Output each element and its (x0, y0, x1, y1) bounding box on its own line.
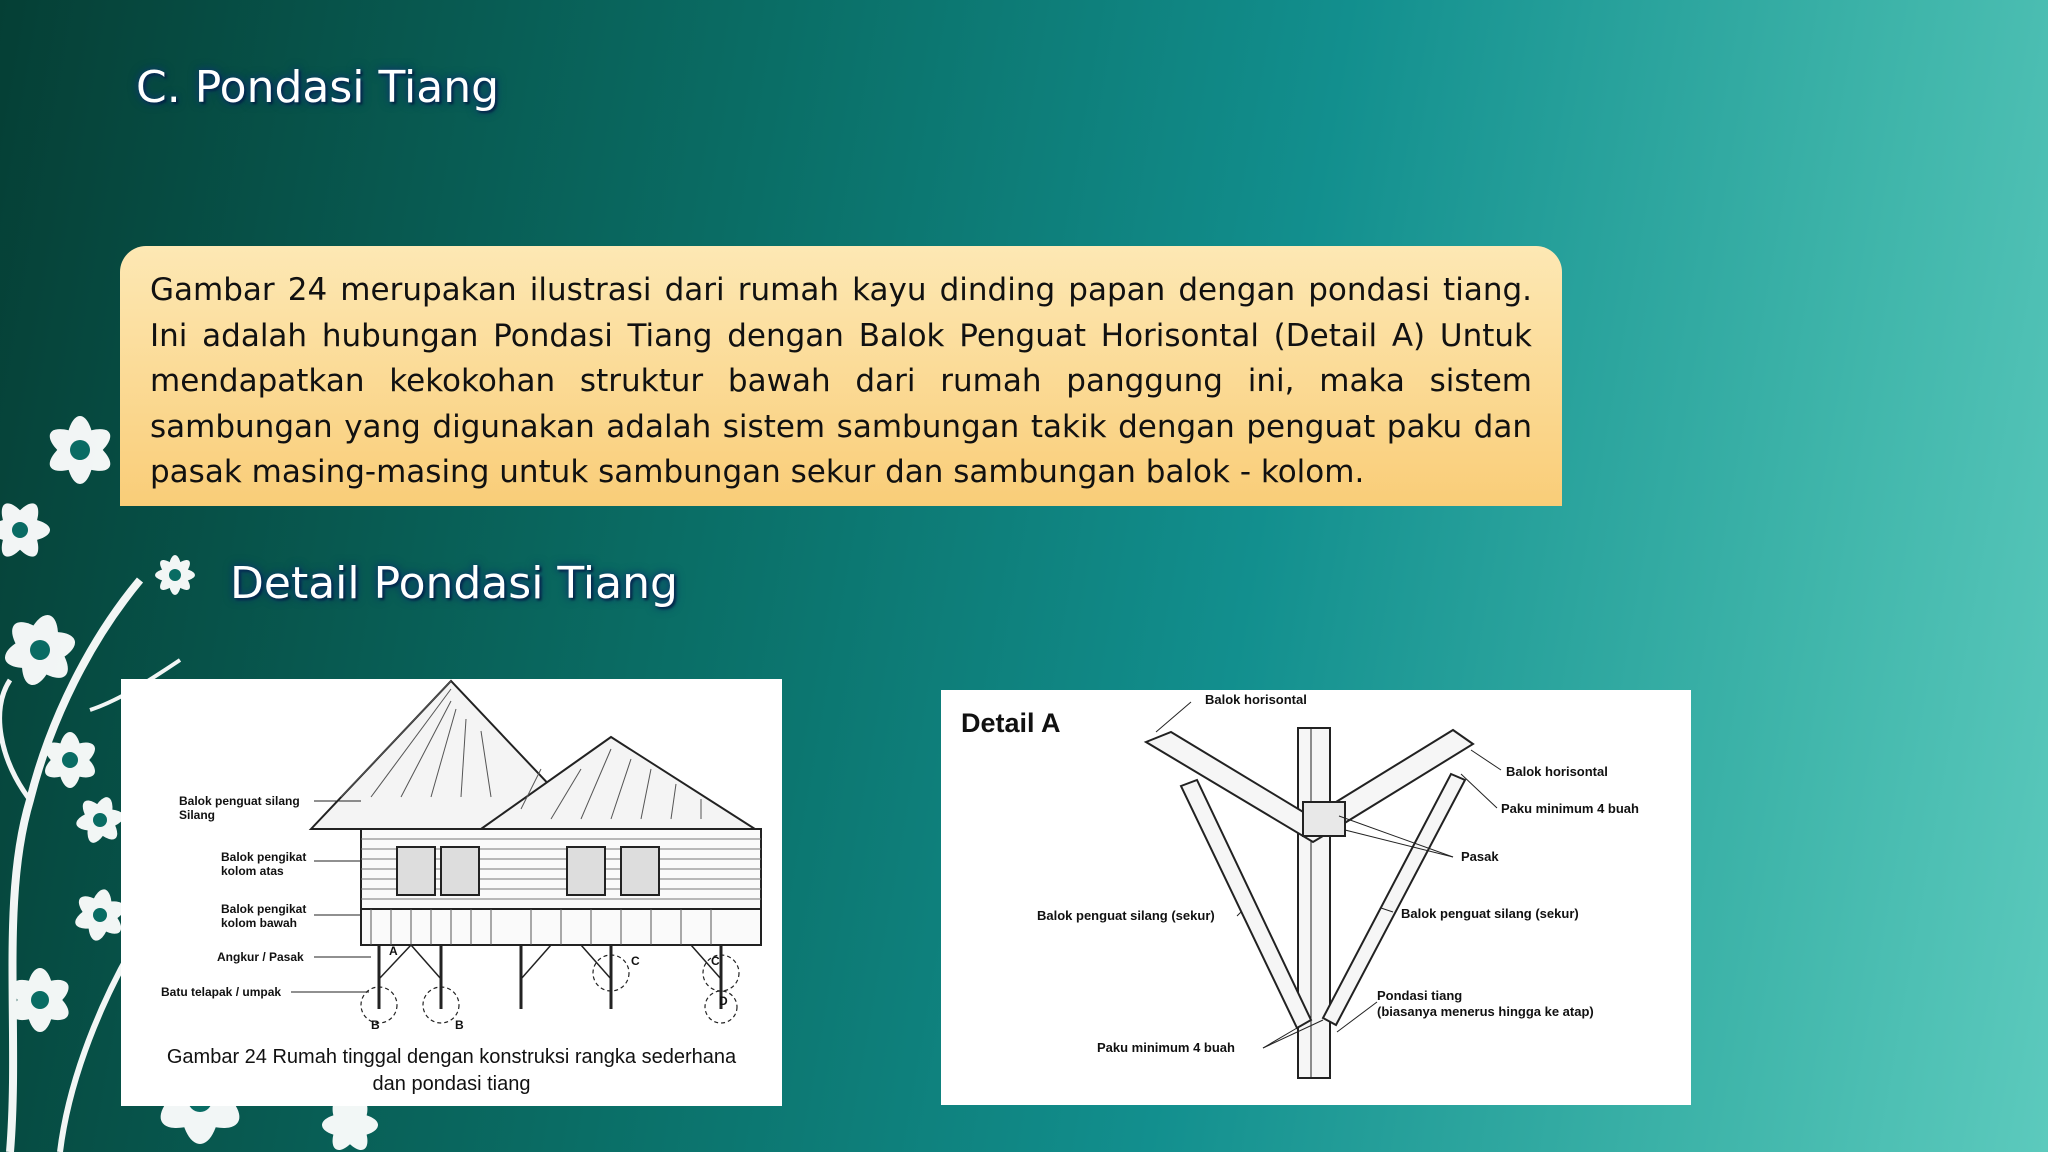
label-pondasi-note: (biasanya menerus hingga ke atap) (1377, 1004, 1594, 1019)
label-silang: Silang (179, 808, 216, 822)
label-paku-bottom: Paku minimum 4 buah (1097, 1040, 1235, 1055)
label-pengikat-atas-1: Balok pengikat (221, 850, 307, 864)
label-d: D (719, 994, 728, 1008)
figure-caption-line1: Gambar 24 Rumah tinggal dengan konstruksi rangka sederhana (166, 1046, 737, 1068)
label-balok-horisontal-right: Balok horisontal (1506, 764, 1608, 779)
label-c-2: C (711, 954, 720, 968)
house-figure (121, 679, 782, 1106)
label-angkur: Angkur / Pasak (217, 950, 304, 964)
detail-a-heading: Detail A (961, 708, 1061, 738)
label-batu-telapak: Batu telapak / umpak (161, 985, 282, 999)
slide-title: C. Pondasi Tiang (136, 62, 500, 113)
section-subtitle: Detail Pondasi Tiang (230, 558, 678, 609)
label-b-2: B (455, 1018, 464, 1032)
detail-a-drawing (941, 690, 1691, 1105)
label-a: A (389, 944, 398, 958)
house-drawing (121, 679, 782, 1049)
label-sekur-left: Balok penguat silang (sekur) (1037, 908, 1215, 923)
detail-a-figure (941, 690, 1691, 1105)
label-balok-penguat-silang: Balok penguat silang (179, 794, 300, 808)
label-c-1: C (631, 954, 640, 968)
label-balok-horisontal-top: Balok horisontal (1205, 692, 1307, 707)
label-pasak: Pasak (1461, 849, 1499, 864)
figure-caption-line2: dan pondasi tiang (372, 1073, 531, 1095)
label-paku-top: Paku minimum 4 buah (1501, 801, 1639, 816)
label-sekur-right: Balok penguat silang (sekur) (1401, 906, 1579, 921)
label-pengikat-atas-2: kolom atas (221, 864, 284, 878)
description-callout (120, 246, 1562, 506)
label-pengikat-bawah-1: Balok pengikat (221, 902, 307, 916)
label-pondasi-tiang: Pondasi tiang (1377, 988, 1463, 1003)
label-b-1: B (371, 1018, 380, 1032)
label-pengikat-bawah-2: kolom bawah (221, 916, 298, 930)
description-text: Gambar 24 merupakan ilustrasi dari rumah kayu dinding papan dengan pondasi tiang. Ini adalah hubungan Pondasi Tiang dengan Balok Penguat Horisontal (Detail A) Untuk mendapatkan kekokohan struktur bawah dari rumah panggung ini, maka sistem sambungan yang digunakan adalah sistem sambungan takik dengan penguat paku dan pasak masing-masing untuk sambungan sekur dan sambungan balok - kolom. (150, 272, 1532, 490)
